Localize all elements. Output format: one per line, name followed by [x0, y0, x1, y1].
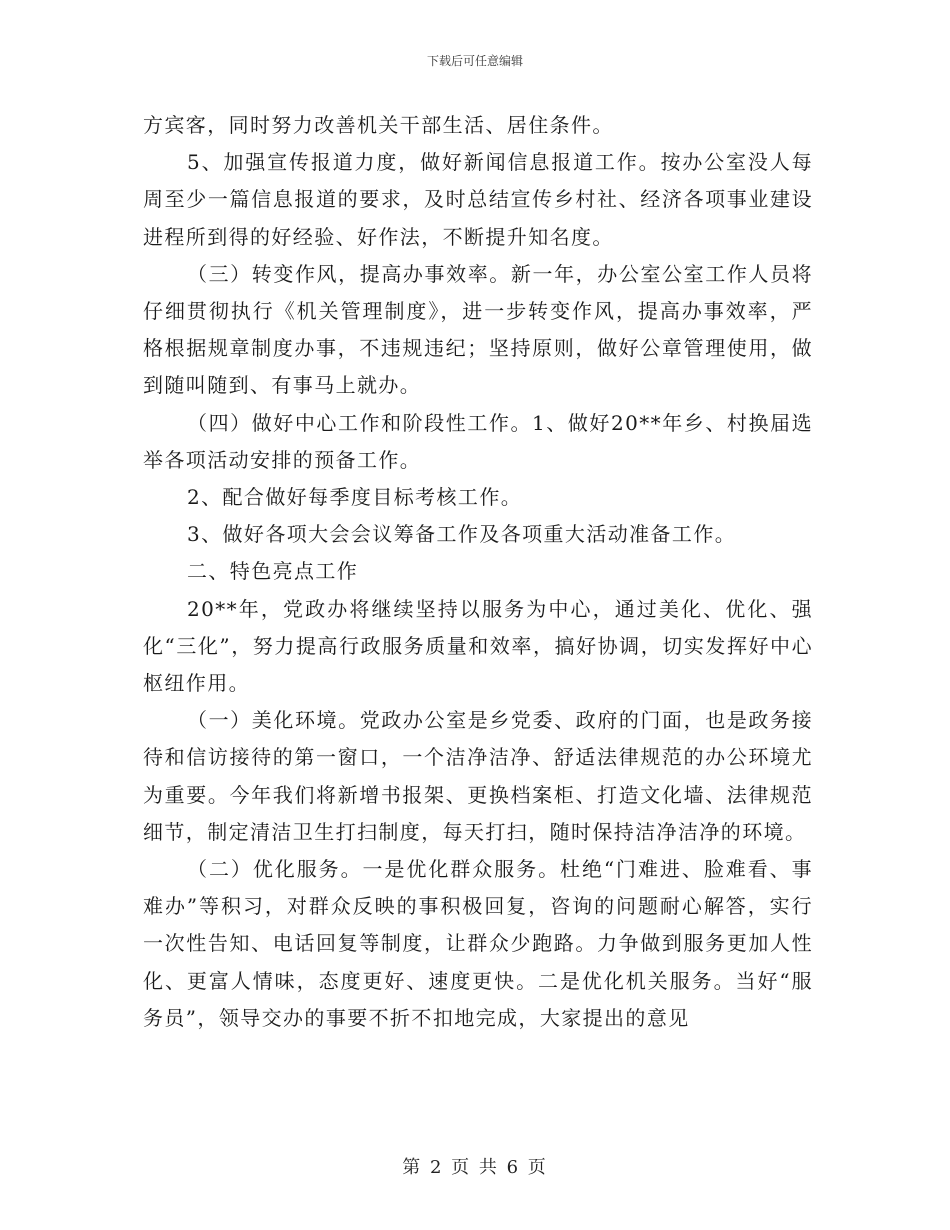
- paragraph-three-transformations: 20**年，党政办将继续坚持以服务为中心，通过美化、优化、强化“三化”，努力提高行政服务质量和效率，搞好协调，切实发挥好中心枢纽作用。: [143, 596, 813, 696]
- paragraph-meeting-preparation: 3、做好各项大会会议筹备工作及各项重大活动准备工作。: [187, 522, 737, 547]
- paragraph-optimize-service: （二）优化服务。一是优化群众服务。杜绝“门难进、脸难看、事难办”等积习，对群众反映的事积极回复，咨询的问题耐心解答，实行一次性告知、电话回复等制度，让群众少跑路。力争做到服务更加人性化、更富人情味，态度更好、速度更快。二是优化机关服务。当好“服务员”，领导交办的事要不折不扣地完成，大家提出的意见: [143, 857, 813, 1030]
- page-number: 第 2 页 共 6 页: [402, 1157, 548, 1178]
- paragraph-quarterly-assessment: 2、配合做好每季度目标考核工作。: [187, 485, 523, 510]
- paragraph-central-work: （四）做好中心工作和阶段性工作。1、做好20**年乡、村换届选举各项活动安排的预备工作。: [143, 410, 813, 472]
- document-body: [143, 107, 813, 1037]
- paragraph-publicity: 5、加强宣传报道力度，做好新闻信息报道工作。按办公室没人每周至少一篇信息报道的要求，及时总结宣传乡村社、经济各项事业建设进程所到得的好经验、好作法，不断提升知名度。: [143, 150, 813, 249]
- section-heading-highlights: 二、特色亮点工作: [187, 559, 359, 584]
- paragraph-beautify-environment: （一）美化环境。党政办公室是乡党委、政府的门面，也是政务接待和信访接待的第一窗口，一个洁净洁净、舒适法律规范的办公环境尤为重要。今年我们将新增书报架、更换档案柜、打造文化墙、法律规范细节，制定清洁卫生打扫制度，每天打扫，随时保持洁净洁净的环境。: [143, 708, 813, 844]
- paragraph-work-style: （三）转变作风，提高办事效率。新一年，办公室公室工作人员将仔细贯彻执行《机关管理制度》，进一步转变作风，提高办事效率，严格根据规章制度办事，不违规违纪；坚持原则，做好公章管理使用，做到随叫随到、有事马上就办。: [143, 261, 813, 398]
- paragraph-continuation: 方宾客，同时努力改善机关干部生活、居住条件。: [143, 113, 614, 137]
- page-header-note: 下载后可任意编辑: [426, 54, 523, 68]
